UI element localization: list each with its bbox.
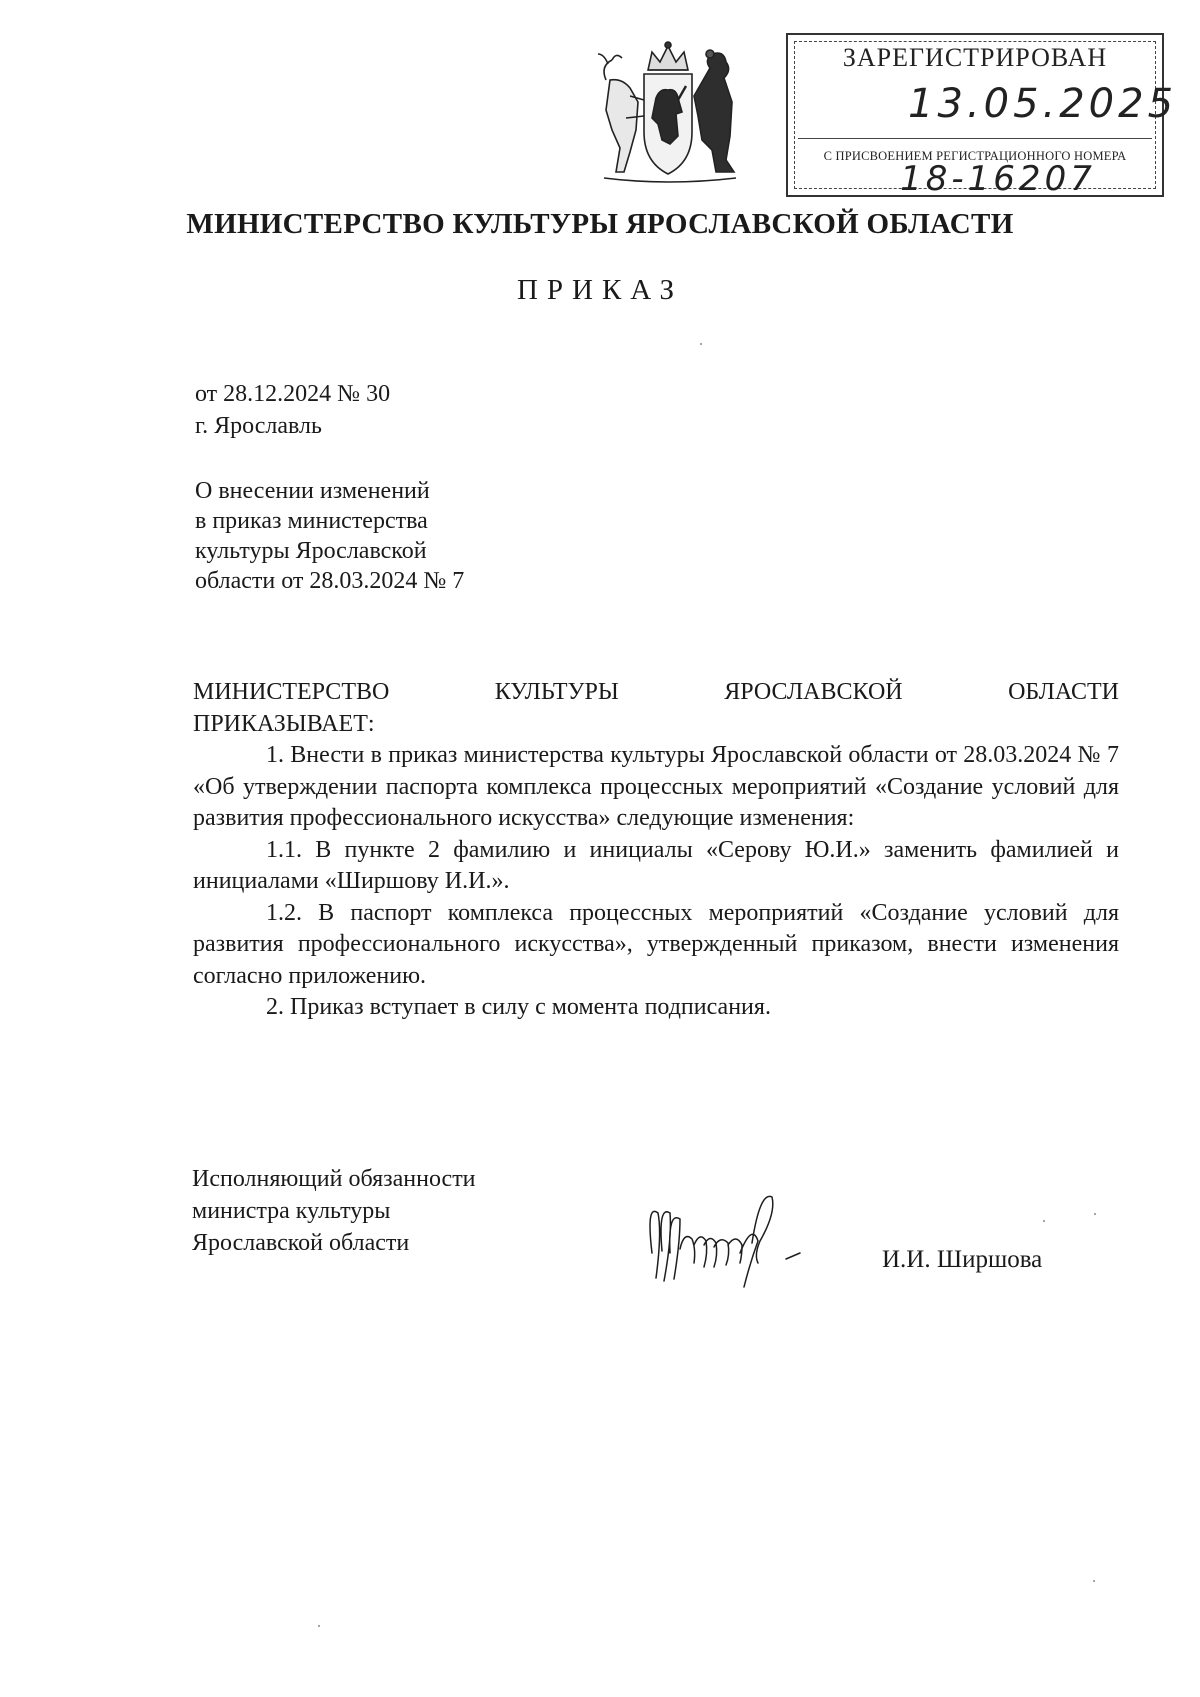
stamp-registration-number: 18-16207 — [900, 159, 1096, 199]
subject-line: культуры Ярославской — [195, 538, 427, 564]
stamp-title: ЗАРЕГИСТРИРОВАН — [842, 43, 1108, 72]
stamp-divider — [798, 138, 1152, 139]
preamble-word: КУЛЬТУРЫ — [494, 679, 619, 705]
stamp-date: 13.05.2025 — [908, 81, 1178, 127]
subject-line: О внесении изменений — [195, 478, 430, 504]
preamble-line — [193, 677, 1119, 709]
signatory-role-line: министра культуры — [192, 1198, 391, 1224]
order-item-2: 2. Приказ вступает в силу с момента подписания. — [266, 994, 771, 1020]
ministry-title: МИНИСТЕРСТВО КУЛЬТУРЫ ЯРОСЛАВСКОЙ ОБЛАСТИ — [186, 208, 1014, 240]
yaroslavl-coat-of-arms-icon — [586, 40, 750, 186]
preamble-end: ПРИКАЗЫВАЕТ: — [193, 710, 375, 737]
document-subject — [195, 476, 464, 596]
registration-stamp — [786, 33, 1178, 199]
scan-speck — [700, 343, 702, 345]
signatory-role-line: Исполняющий обязанности — [192, 1166, 476, 1192]
subject-line: области от 28.03.2024 № 7 — [195, 568, 465, 594]
stamp-subtitle: С ПРИСВОЕНИЕМ РЕГИСТРАЦИОННОГО НОМЕРА — [823, 149, 1127, 163]
scan-speck — [1094, 1213, 1096, 1215]
document-body — [193, 677, 1119, 1024]
scan-speck — [318, 1625, 320, 1627]
handwritten-signature-icon — [640, 1183, 850, 1293]
document-city: г. Ярославль — [195, 413, 322, 439]
preamble-word: ЯРОСЛАВСКОЙ — [724, 679, 903, 705]
order-item-1-2: 1.2. В паспорт комплекса процессных мероприятий «Создание условий для развития профессионального искусства», утвержденный приказом, внести изменения согласно приложению. — [193, 899, 1119, 989]
scan-speck — [1043, 1220, 1045, 1222]
order-item-1-1: 1.1. В пункте 2 фамилию и инициалы «Серову Ю.И.» заменить фамилией и инициалами «Ширшову И.И.». — [193, 836, 1119, 894]
document-date-number: от 28.12.2024 № 30 — [195, 381, 391, 407]
signatory-role — [192, 1163, 476, 1259]
order-item-1: 1. Внести в приказ министерства культуры Ярославской области от 28.03.2024 № 7 «Об утверждении паспорта комплекса процессных мероприятий «Создание условий для развития профессионального искусства» следующие изменения: — [193, 742, 1119, 831]
signatory-name: И.И. Ширшова — [882, 1246, 1043, 1273]
document-type: ПРИКАЗ — [516, 274, 684, 306]
preamble-word: МИНИСТЕРСТВО — [193, 679, 390, 705]
subject-line: в приказ министерства — [195, 508, 428, 534]
scan-speck — [1093, 1580, 1095, 1582]
document-meta — [195, 378, 390, 442]
preamble-word: ОБЛАСТИ — [1008, 679, 1119, 705]
signatory-role-line: Ярославской области — [192, 1230, 410, 1256]
